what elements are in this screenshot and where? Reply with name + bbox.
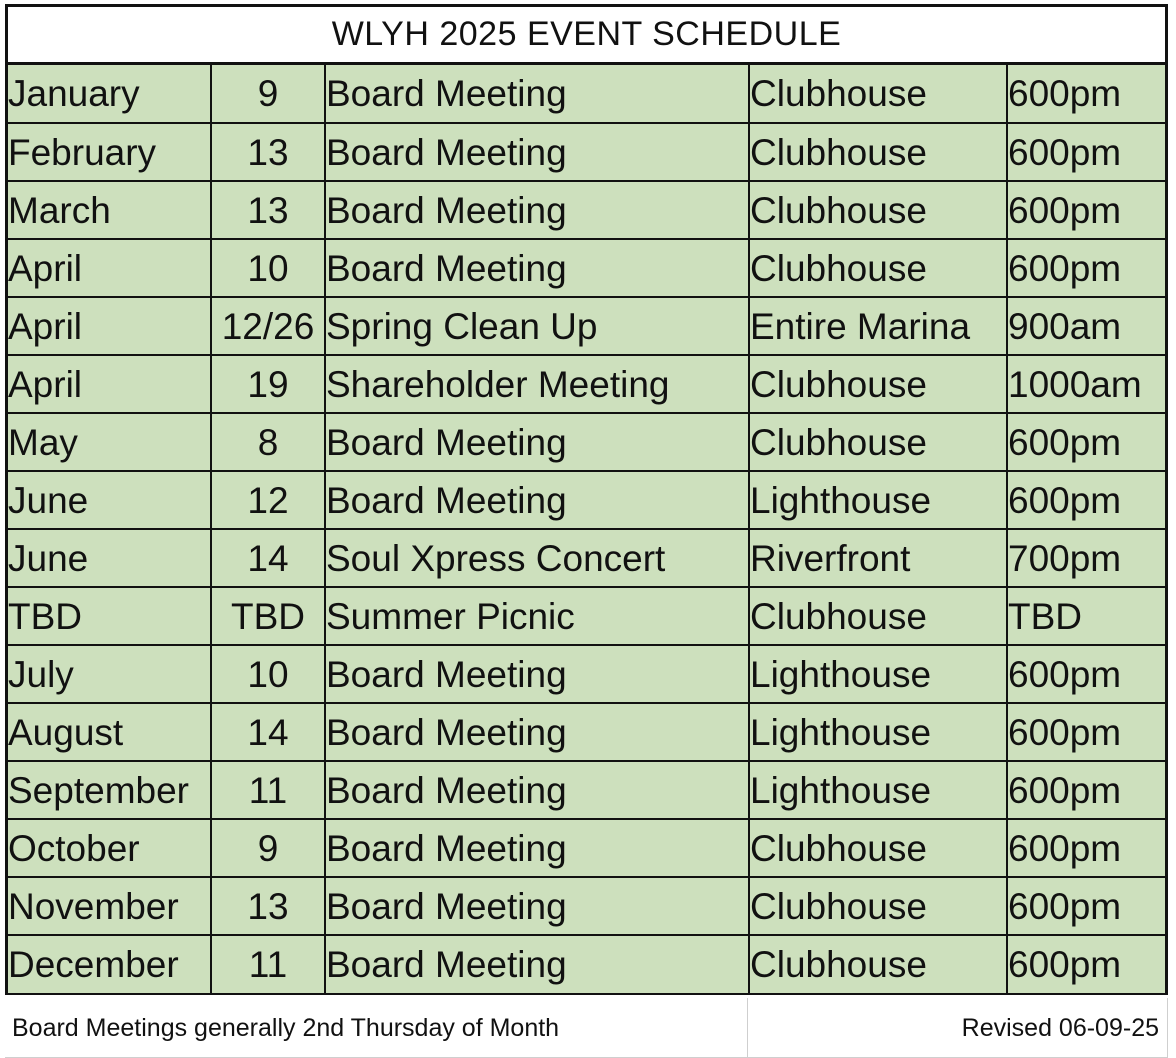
month-cell: TBD bbox=[8, 587, 211, 645]
day-cell: 13 bbox=[211, 877, 325, 935]
time-cell: 600pm bbox=[1007, 761, 1165, 819]
table-row bbox=[8, 239, 1165, 297]
time-cell: 600pm bbox=[1007, 181, 1165, 239]
location-cell: Clubhouse bbox=[749, 935, 1007, 993]
event-cell: Board Meeting bbox=[325, 819, 749, 877]
time-cell: 1000am bbox=[1007, 355, 1165, 413]
month-cell: July bbox=[8, 645, 211, 703]
sheet-footer bbox=[5, 998, 1168, 1058]
location-cell: Entire Marina bbox=[749, 297, 1007, 355]
month-cell: December bbox=[8, 935, 211, 993]
time-cell: 600pm bbox=[1007, 645, 1165, 703]
time-cell: 600pm bbox=[1007, 471, 1165, 529]
location-cell: Clubhouse bbox=[749, 413, 1007, 471]
day-cell: 14 bbox=[211, 529, 325, 587]
location-cell: Clubhouse bbox=[749, 877, 1007, 935]
schedule-table-body bbox=[8, 65, 1165, 993]
month-cell: November bbox=[8, 877, 211, 935]
location-cell: Clubhouse bbox=[749, 819, 1007, 877]
day-cell: 13 bbox=[211, 181, 325, 239]
event-cell: Board Meeting bbox=[325, 239, 749, 297]
day-cell: 11 bbox=[211, 761, 325, 819]
location-cell: Clubhouse bbox=[749, 123, 1007, 181]
table-row bbox=[8, 123, 1165, 181]
month-cell: April bbox=[8, 239, 211, 297]
month-cell: May bbox=[8, 413, 211, 471]
event-cell: Board Meeting bbox=[325, 645, 749, 703]
month-cell: June bbox=[8, 471, 211, 529]
event-cell: Board Meeting bbox=[325, 123, 749, 181]
event-cell: Spring Clean Up bbox=[325, 297, 749, 355]
day-cell: 10 bbox=[211, 645, 325, 703]
event-cell: Board Meeting bbox=[325, 877, 749, 935]
month-cell: August bbox=[8, 703, 211, 761]
table-row bbox=[8, 181, 1165, 239]
location-cell: Riverfront bbox=[749, 529, 1007, 587]
event-cell: Board Meeting bbox=[325, 471, 749, 529]
event-cell: Board Meeting bbox=[325, 181, 749, 239]
day-cell: 9 bbox=[211, 819, 325, 877]
event-schedule-sheet bbox=[5, 4, 1168, 995]
day-cell: 13 bbox=[211, 123, 325, 181]
location-cell: Clubhouse bbox=[749, 181, 1007, 239]
time-cell: 600pm bbox=[1007, 935, 1165, 993]
schedule-title: WLYH 2025 EVENT SCHEDULE bbox=[8, 7, 1165, 65]
day-cell: 14 bbox=[211, 703, 325, 761]
day-cell: 8 bbox=[211, 413, 325, 471]
location-cell: Lighthouse bbox=[749, 645, 1007, 703]
time-cell: 600pm bbox=[1007, 819, 1165, 877]
revised-date: Revised 06-09-25 bbox=[961, 1014, 1159, 1042]
day-cell: 10 bbox=[211, 239, 325, 297]
table-row bbox=[8, 645, 1165, 703]
location-cell: Lighthouse bbox=[749, 703, 1007, 761]
time-cell: 900am bbox=[1007, 297, 1165, 355]
event-cell: Board Meeting bbox=[325, 761, 749, 819]
month-cell: June bbox=[8, 529, 211, 587]
event-cell: Board Meeting bbox=[325, 65, 749, 123]
event-cell: Board Meeting bbox=[325, 703, 749, 761]
table-row bbox=[8, 935, 1165, 993]
month-cell: April bbox=[8, 297, 211, 355]
day-cell: 9 bbox=[211, 65, 325, 123]
event-cell: Soul Xpress Concert bbox=[325, 529, 749, 587]
day-cell: 12 bbox=[211, 471, 325, 529]
table-row bbox=[8, 761, 1165, 819]
table-row bbox=[8, 413, 1165, 471]
time-cell: 600pm bbox=[1007, 877, 1165, 935]
location-cell: Clubhouse bbox=[749, 65, 1007, 123]
location-cell: Clubhouse bbox=[749, 587, 1007, 645]
month-cell: October bbox=[8, 819, 211, 877]
day-cell: TBD bbox=[211, 587, 325, 645]
event-cell: Board Meeting bbox=[325, 413, 749, 471]
event-cell: Summer Picnic bbox=[325, 587, 749, 645]
time-cell: 600pm bbox=[1007, 413, 1165, 471]
time-cell: 600pm bbox=[1007, 65, 1165, 123]
location-cell: Clubhouse bbox=[749, 355, 1007, 413]
time-cell: TBD bbox=[1007, 587, 1165, 645]
footer-gridline bbox=[747, 998, 748, 1057]
location-cell: Clubhouse bbox=[749, 239, 1007, 297]
month-cell: February bbox=[8, 123, 211, 181]
month-cell: April bbox=[8, 355, 211, 413]
table-row bbox=[8, 297, 1165, 355]
time-cell: 600pm bbox=[1007, 239, 1165, 297]
month-cell: January bbox=[8, 65, 211, 123]
table-row bbox=[8, 355, 1165, 413]
location-cell: Lighthouse bbox=[749, 471, 1007, 529]
time-cell: 600pm bbox=[1007, 703, 1165, 761]
time-cell: 600pm bbox=[1007, 123, 1165, 181]
table-row bbox=[8, 65, 1165, 123]
schedule-table bbox=[8, 65, 1165, 993]
table-row bbox=[8, 587, 1165, 645]
month-cell: March bbox=[8, 181, 211, 239]
table-row bbox=[8, 703, 1165, 761]
day-cell: 12/26 bbox=[211, 297, 325, 355]
time-cell: 700pm bbox=[1007, 529, 1165, 587]
footer-note: Board Meetings generally 2nd Thursday of Month bbox=[12, 1014, 560, 1042]
day-cell: 11 bbox=[211, 935, 325, 993]
location-cell: Lighthouse bbox=[749, 761, 1007, 819]
event-cell: Board Meeting bbox=[325, 935, 749, 993]
month-cell: September bbox=[8, 761, 211, 819]
day-cell: 19 bbox=[211, 355, 325, 413]
table-row bbox=[8, 819, 1165, 877]
table-row bbox=[8, 529, 1165, 587]
table-row bbox=[8, 877, 1165, 935]
event-cell: Shareholder Meeting bbox=[325, 355, 749, 413]
table-row bbox=[8, 471, 1165, 529]
